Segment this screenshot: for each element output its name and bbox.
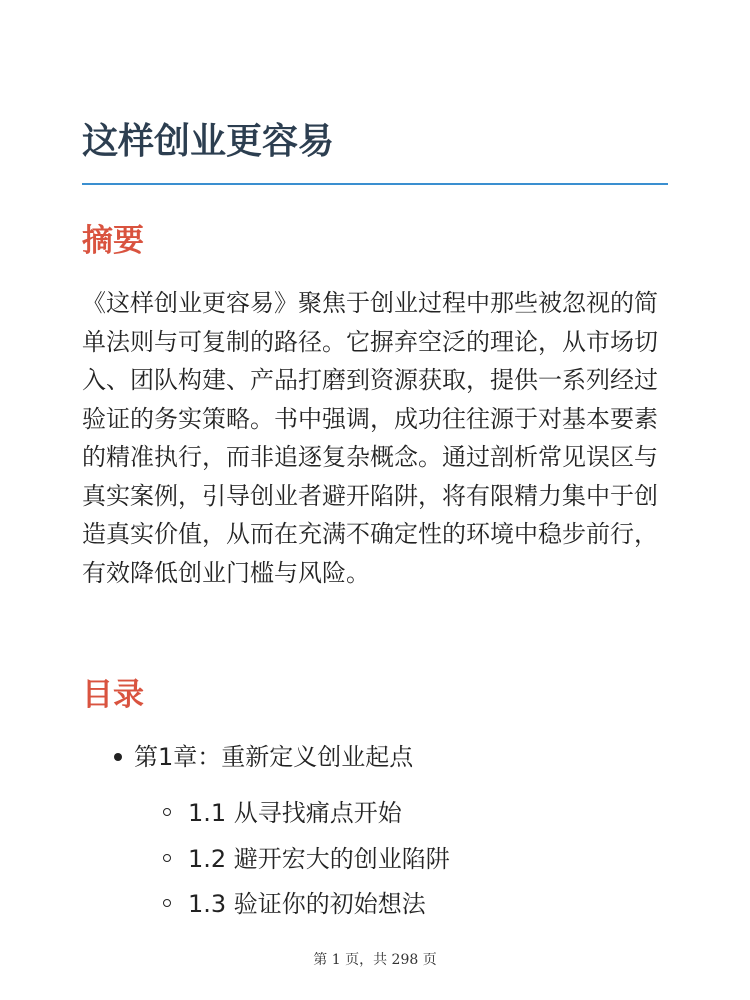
toc-section-1-1[interactable]: 1.1 从寻找痛点开始 (188, 799, 402, 827)
bullet-hollow-icon (163, 899, 171, 907)
document-title: 这样创业更容易 (82, 121, 335, 162)
toc-section-1-2[interactable]: 1.2 避开宏大的创业陷阱 (188, 845, 450, 873)
toc-chapter-1[interactable]: 第1章：重新定义创业起点 (134, 743, 414, 771)
toc-heading: 目录 (82, 677, 144, 713)
summary-heading: 摘要 (82, 223, 144, 259)
title-divider (82, 183, 668, 185)
bullet-filled-icon (114, 753, 122, 761)
bullet-hollow-icon (163, 854, 171, 862)
summary-paragraph: 《这样创业更容易》聚焦于创业过程中那些被忽视的简单法则与可复制的路径。它摒弃空泛的理论，从市场切入、团队构建、产品打磨到资源获取，提供一系列经过验证的务实策略。书中强调，成功往往源于对基本要素的精准执行，而非追逐复杂概念。通过剖析常见误区与真实案例，引导创业者避开陷阱，将有限精力集中于创造真实价值，从而在充满不确定性的环境中稳步前行，有效降低创业门槛与风险。 (82, 289, 658, 587)
page-number-footer: 第 1 页，共 298 页 (313, 952, 437, 968)
toc-section-1-3[interactable]: 1.3 验证你的初始想法 (188, 890, 426, 918)
bullet-hollow-icon (163, 808, 171, 816)
